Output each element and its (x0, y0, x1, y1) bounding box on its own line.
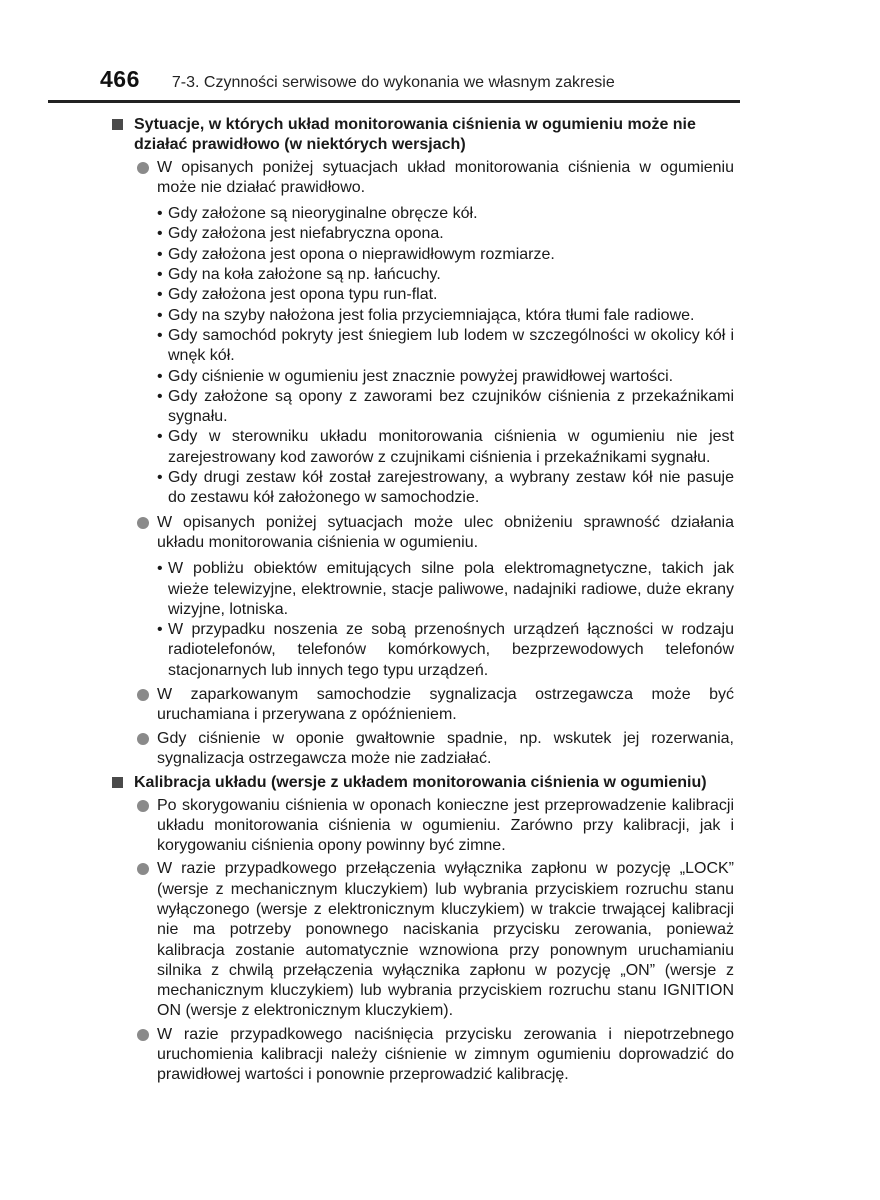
circle-bullet-icon (137, 863, 149, 875)
bullet-item (112, 729, 734, 770)
section-heading-text: Kalibracja układu (wersje z układem monitorowania ciśnienia w ogumieniu) (134, 774, 707, 792)
sub-list-item: • Gdy samochód pokryty jest śniegiem lub lodem w szczególności w okolicy kół i wnęk kół. (157, 326, 734, 367)
circle-bullet-icon (137, 733, 149, 745)
square-bullet-icon (112, 119, 123, 130)
bullet-text: W razie przypadkowego naciśnięcia przycisku zerowania i niepotrzebnego uruchomienia kalibracji należy ciśnienie w zimnym ogumieniu doprowadzić do prawidłowej wartości i ponownie przeprowadzić kalibrację. (157, 1025, 734, 1084)
bullet-text: Po skorygowaniu ciśnienia w oponach konieczne jest przeprowadzenie kalibracji układu monitorowania ciśnienia w ogumieniu. Zarówno przy kalibracji, jak i korygowaniu ciśnienia opony powinny być zimne. (157, 796, 734, 855)
sub-list-item: • Gdy ciśnienie w ogumieniu jest znacznie powyżej prawidłowej wartości. (157, 367, 734, 387)
bullet-text: Gdy ciśnienie w oponie gwałtownie spadnie, np. wskutek jej rozerwania, sygnalizacja ostrzegawcza może nie zadziałać. (157, 729, 734, 767)
sub-list (157, 204, 734, 508)
circle-bullet-icon (137, 1029, 149, 1041)
page-number: 466 (100, 66, 140, 92)
chapter-title: 7-3. Czynności serwisowe do wykonania we własnym zakresie (171, 74, 615, 91)
section (112, 115, 734, 769)
bullet-item (112, 796, 734, 857)
section-heading (112, 773, 734, 793)
bullet-item (112, 158, 734, 509)
circle-bullet-icon (137, 517, 149, 529)
circle-bullet-icon (137, 162, 149, 174)
sub-list-item: • Gdy założona jest niefabryczna opona. (157, 224, 734, 244)
section-heading (112, 115, 734, 156)
bullet-item (112, 685, 734, 726)
header-divider (48, 100, 740, 103)
sub-list-item: • Gdy założona jest opona o nieprawidłowym rozmiarze. (157, 245, 734, 265)
sub-list (157, 559, 734, 681)
sub-list-item: • W przypadku noszenia ze sobą przenośnych urządzeń łączności w rodzaju radiotelefonów, telefonów komórkowych, bezprzewodowych telefonów stacjonarnych lub innych tego typu urządzeń. (157, 620, 734, 681)
sub-list-item: • Gdy założone są opony z zaworami bez czujników ciśnienia z przekaźnikami sygnału. (157, 387, 734, 428)
bullet-text: W razie przypadkowego przełączenia wyłącznika zapłonu w pozycję „LOCK” (wersje z mechanicznym kluczykiem) lub wybrania przyciskiem rozruchu stanu wyłączonego (wersje z elektronicznym kluczykiem) w trakcie trwającej kalibracji nie ma potrzeby ponownego naciskania przycisku zerowania, ponieważ kalibracja zostanie automatycznie wznowiona przy ponownym uruchamianiu silnika z chwilą przełączenia wyłącznika zapłonu w pozycję „ON” (wersje z mechanicznym kluczykiem) lub wybrania przyciskiem rozruchu stanu IGNITION ON (wersje z elektronicznym kluczykiem). (157, 860, 734, 1020)
bullet-item (112, 513, 734, 681)
bullet-text: W zaparkowanym samochodzie sygnalizacja ostrzegawcza może być uruchamiana i przerywana z opóźnieniem. (157, 686, 734, 724)
sub-list-item: • Gdy drugi zestaw kół został zarejestrowany, a wybrany zestaw kół nie pasuje do zestawu kół założonego w samochodzie. (157, 468, 734, 509)
sub-list-item: • Gdy w sterowniku układu monitorowania ciśnienia w ogumieniu nie jest zarejestrowany kod zaworów z czujnikami ciśnienia i przekaźnikami sygnału. (157, 427, 734, 468)
circle-bullet-icon (137, 689, 149, 701)
bullet-item (112, 859, 734, 1021)
bullet-text: W opisanych poniżej sytuacjach może ulec obniżeniu sprawność działania układu monitorowania ciśnienia w ogumieniu. (157, 513, 734, 551)
square-bullet-icon (112, 777, 123, 788)
page-header (100, 66, 740, 96)
bullet-item (112, 1025, 734, 1086)
sub-list-item: • W pobliżu obiektów emitujących silne pola elektromagnetyczne, takich jak wieże telewizyjne, elektrownie, stacje paliwowe, nadajniki radiowe, duże ekrany wizyjne, lotniska. (157, 559, 734, 620)
section (112, 773, 734, 1085)
sub-list-item: • Gdy założone są nieoryginalne obręcze kół. (157, 204, 734, 224)
section-heading-text: Sytuacje, w których układ monitorowania ciśnienia w ogumieniu może nie działać prawidłowo (w niektórych wersjach) (134, 116, 696, 154)
sub-list-item: • Gdy na szyby nałożona jest folia przyciemniająca, która tłumi fale radiowe. (157, 306, 734, 326)
bullet-text: W opisanych poniżej sytuacjach układ monitorowania ciśnienia w ogumieniu może nie działać prawidłowo. (157, 158, 734, 196)
sub-list-item: • Gdy na koła założone są np. łańcuchy. (157, 265, 734, 285)
circle-bullet-icon (137, 800, 149, 812)
page-content (112, 115, 734, 1086)
sub-list-item: • Gdy założona jest opona typu run-flat. (157, 285, 734, 305)
